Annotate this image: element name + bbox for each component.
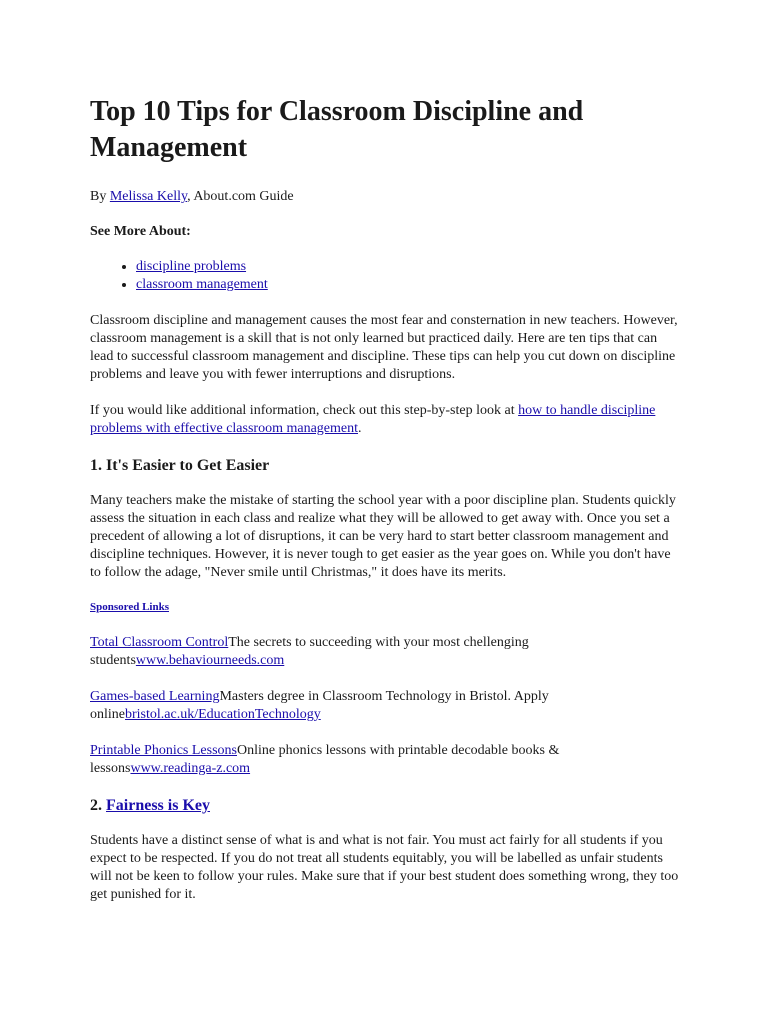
list-item [136, 258, 682, 276]
topics-list [90, 258, 682, 294]
ad-url-link[interactable]: www.readinga-z.com [130, 761, 251, 776]
ad-text: The secrets to succeeding with your most chellenging students [90, 635, 529, 668]
article [90, 90, 682, 904]
tip2-heading [90, 796, 682, 816]
how-to-handle-link[interactable]: how to handle discipline problems with effective classroom management [90, 403, 656, 436]
ad-title-link[interactable]: Printable Phonics Lessons [90, 743, 237, 758]
byline-prefix: By [90, 189, 110, 204]
topic-link-discipline-problems[interactable]: discipline problems [136, 259, 247, 274]
tip1-body: Many teachers make the mistake of starting the school year with a poor discipline plan. Students quickly assess the situation in each class and realize what they will be allowed to get away with. Once you set a precedent of allowing a lot of disruptions, it can be very hard to start better classroom management and discipline techniques. However, it is never tough to get easier as the year goes on. While you don't have to follow the adage, "Never smile until Christmas," it does have its merits. [90, 493, 676, 580]
list-item [136, 276, 682, 294]
page-title: Top 10 Tips for Classroom Discipline and Management [90, 96, 584, 163]
ad-text: Masters degree in Classroom Technology in Bristol. Apply online [90, 689, 549, 722]
sponsored-ad [90, 742, 682, 778]
tip2-number: 2. [90, 797, 106, 814]
more-info-text: If you would like additional information, check out this step-by-step look at [90, 403, 519, 418]
sponsored-links-section [90, 600, 682, 614]
ad-text: Online phonics lessons with printable decodable books & lessons [90, 743, 560, 776]
ad-url-link[interactable]: www.behaviourneeds.com [135, 653, 285, 668]
sponsored-ad [90, 634, 682, 670]
sponsored-ad [90, 688, 682, 724]
author-link[interactable]: Melissa Kelly [109, 189, 188, 204]
topic-link-classroom-management[interactable]: classroom management [136, 277, 268, 292]
sponsored-links-heading[interactable]: Sponsored Links [90, 601, 169, 613]
intro-paragraph: Classroom discipline and management causes the most fear and consternation in new teachers. However, classroom management is a skill that is not only learned but practiced daily. Here are ten tips that can lead to successful classroom management and discipline. These tips can help you cut down on discipline problems and leave you with fewer interruptions and disruptions. [90, 313, 678, 382]
byline [90, 188, 682, 206]
fairness-is-key-link[interactable]: Fairness is Key [106, 797, 210, 814]
more-info-end: . [358, 421, 362, 436]
byline-suffix: , About.com Guide [187, 189, 294, 204]
tip2-body: Students have a distinct sense of what is and what is not fair. You must act fairly for all students if you expect to be respected. If you do not treat all students equitably, you will be labelled as unfair students will not be keen to follow your rules. Make sure that if your best student does something wrong, they too get punished for it. [90, 833, 679, 902]
ad-url-link[interactable]: bristol.ac.uk/EducationTechnology [125, 707, 321, 722]
see-more-label: See More About: [90, 224, 191, 239]
ad-title-link[interactable]: Total Classroom Control [90, 635, 229, 650]
ad-title-link[interactable]: Games-based Learning [90, 689, 220, 704]
more-info-paragraph [90, 402, 682, 438]
tip1-heading: 1. It's Easier to Get Easier [90, 457, 270, 474]
